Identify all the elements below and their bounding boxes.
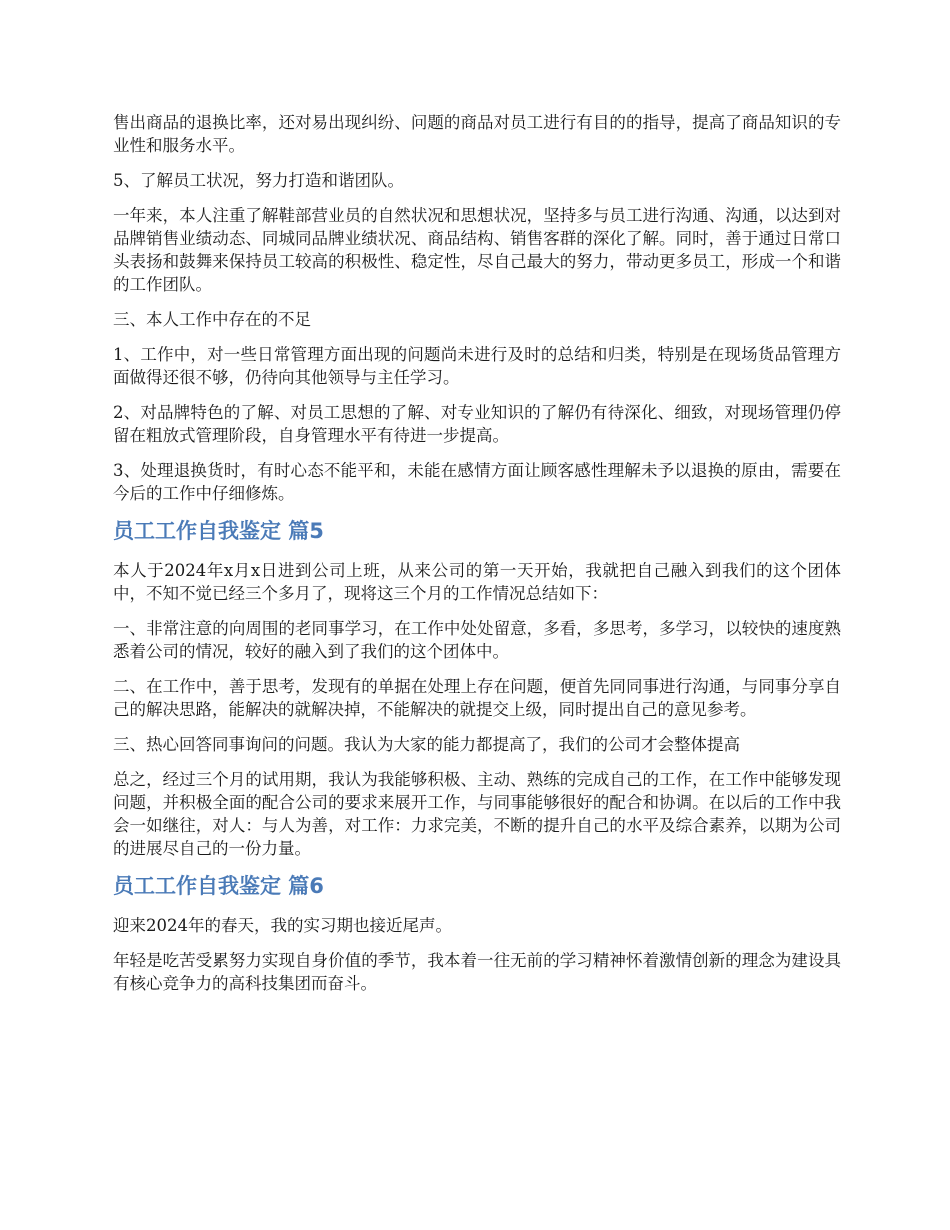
paragraph: 迎来2024年的春天，我的实习期也接近尾声。 xyxy=(113,916,452,935)
list-item: 3、处理退换货时，有时心态不能平和，未能在感情方面让顾客感性理解未予以退换的原由，需要在今后的工作中仔细修炼。 xyxy=(113,461,841,503)
document-body xyxy=(113,111,841,1007)
section-heading-6: 员工工作自我鉴定 篇6 xyxy=(113,874,324,898)
paragraph: 一年来，本人注重了解鞋部营业员的自然状况和思想状况，坚持多与员工进行沟通、沟通，以达到对品牌销售业绩动态、同城同品牌业绩状况、商品结构、销售客群的深化了解。同时，善于通过日常口头表扬和鼓舞来保持员工较高的积极性、稳定性，尽自己最大的努力，带动更多员工，形成一个和谐的工作团队。 xyxy=(113,206,841,294)
section-heading-5: 员工工作自我鉴定 篇5 xyxy=(113,519,324,543)
paragraph: 售出商品的退换比率，还对易出现纠纷、问题的商品对员工进行有目的的指导，提高了商品知识的专业性和服务水平。 xyxy=(113,113,841,155)
list-item: 2、对品牌特色的了解、对员工思想的了解、对专业知识的了解仍有待深化、细致，对现场管理仍停留在粗放式管理阶段，自身管理水平有待进一步提高。 xyxy=(113,403,841,445)
list-item: 三、热心回答同事询问的问题。我认为大家的能力都提高了，我们的公司才会整体提高 xyxy=(113,735,740,754)
paragraph: 本人于2024年x月x日进到公司上班，从来公司的第一天开始，我就把自己融入到我们的这个团体中，不知不觉已经三个多月了，现将这三个月的工作情况总结如下： xyxy=(113,561,841,603)
list-item: 1、工作中，对一些日常管理方面出现的问题尚未进行及时的总结和归类，特别是在现场货品管理方面做得还很不够，仍待向其他领导与主任学习。 xyxy=(113,345,841,387)
list-item: 一、非常注意的向周围的老同事学习，在工作中处处留意，多看，多思考，多学习，以较快的速度熟悉着公司的情况，较好的融入到了我们的这个团体中。 xyxy=(113,619,841,661)
paragraph: 总之，经过三个月的试用期，我认为我能够积极、主动、熟练的完成自己的工作，在工作中能够发现问题，并积极全面的配合公司的要求来展开工作，与同事能够很好的配合和协调。在以后的工作中我会一如继往，对人：与人为善，对工作：力求完美，不断的提升自己的水平及综合素养，以期为公司的进展尽自己的一份力量。 xyxy=(113,770,841,858)
section-title: 三、本人工作中存在的不足 xyxy=(113,310,311,329)
paragraph: 年轻是吃苦受累努力实现自身价值的季节，我本着一往无前的学习精神怀着激情创新的理念为建设具有核心竞争力的高科技集团而奋斗。 xyxy=(113,951,841,993)
list-item: 二、在工作中，善于思考，发现有的单据在处理上存在问题，便首先同同事进行沟通，与同事分享自己的解决思路，能解决的就解决掉，不能解决的就提交上级，同时提出自己的意见参考。 xyxy=(113,677,841,719)
list-item: 5、了解员工状况，努力打造和谐团队。 xyxy=(113,171,404,190)
